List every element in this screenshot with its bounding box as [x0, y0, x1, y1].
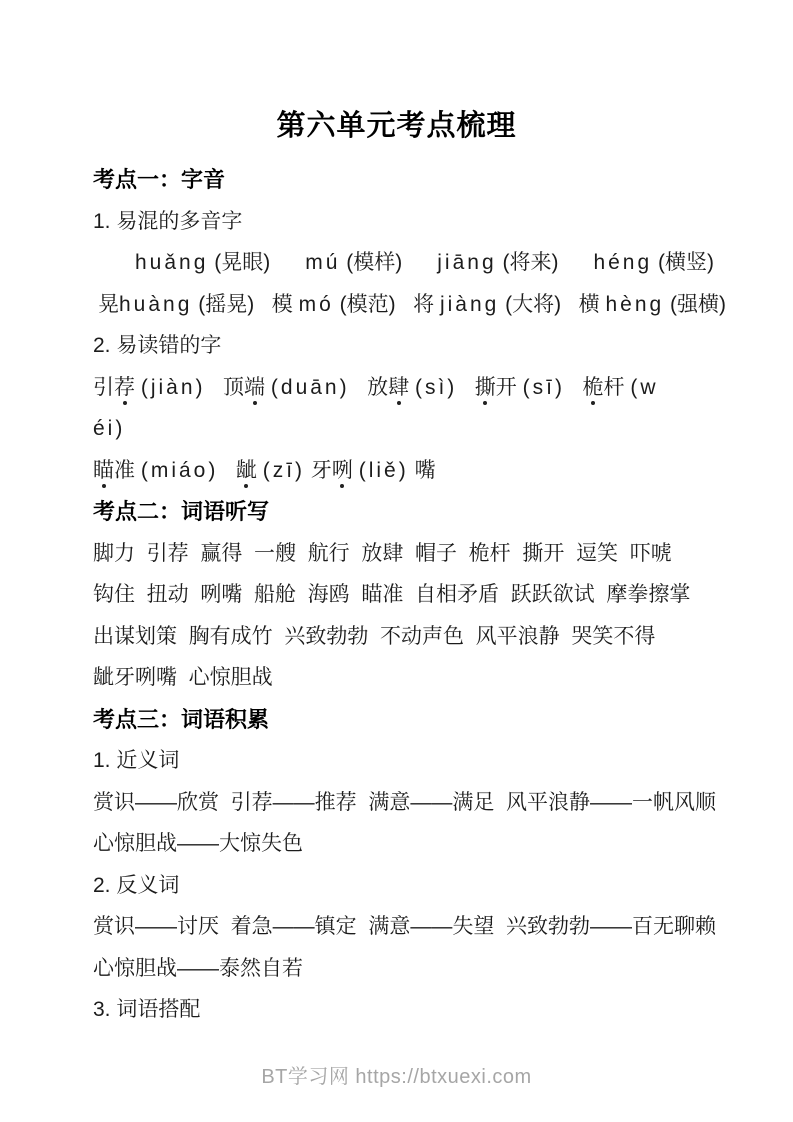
pinyin-text: jiàng — [439, 292, 500, 316]
cjk-text: (大将) — [499, 292, 579, 316]
cjk-text — [218, 459, 236, 482]
pinyin-text: (zī) — [262, 458, 306, 482]
section3-item3-label: 3. 词语搭配 — [93, 998, 201, 1021]
cjk-text: (模范) — [333, 292, 414, 316]
dictation-word-row-2: 钩住 扭动 咧嘴 船舱 海鸥 瞄准 自相矛盾 跃跃欲试 摩拳擦掌 — [93, 583, 691, 606]
pinyin-text: huǎng — [135, 251, 209, 274]
document-body — [93, 159, 765, 1031]
pinyin-text: mú — [305, 251, 341, 274]
pinyin-text: (sì) — [414, 375, 458, 399]
section1-item2-label: 2. 易读错的字 — [93, 334, 222, 357]
cjk-text: 将 — [413, 292, 440, 316]
cjk-text: (将来) — [496, 251, 594, 274]
cjk-text: 放 — [349, 375, 389, 399]
emphasis-dot-char: 肆 — [388, 375, 410, 399]
misread-chars-row-1-wrap — [93, 408, 765, 450]
pinyin-text: mó — [298, 292, 334, 316]
misread-chars-row-1 — [93, 367, 765, 409]
cjk-text: (模样) — [340, 251, 438, 274]
pinyin-text: huàng — [119, 292, 193, 316]
page-title: 第六单元考点梳理 — [276, 110, 517, 142]
dictation-word-row-3: 出谋划策 胸有成竹 兴致勃勃 不动声色 风平浪静 哭笑不得 — [93, 624, 656, 648]
cjk-text: (摇晃) — [192, 292, 272, 316]
section1-heading: 考点一：字音 — [93, 167, 226, 192]
emphasis-dot-char: 咧 — [331, 458, 353, 482]
pinyin-text: hèng — [605, 292, 665, 316]
pinyin-text: jiāng — [437, 251, 497, 274]
pinyin-text: éi) — [93, 417, 126, 440]
cjk-text: 开 — [495, 375, 523, 399]
cjk-text: 晃 — [98, 292, 119, 316]
polyphone-row-1 — [93, 242, 765, 284]
cjk-text: (强横) — [664, 292, 727, 316]
misread-chars-row-2 — [93, 450, 765, 492]
cjk-text: 牙 — [305, 458, 332, 482]
cjk-text: (横竖) — [652, 251, 714, 274]
cjk-text: 准 — [114, 458, 141, 482]
pinyin-text: (jiàn) — [140, 375, 206, 399]
cjk-text: (晃眼) — [208, 251, 306, 274]
cjk-text — [457, 376, 475, 399]
emphasis-dot-char: 瞄 — [93, 458, 114, 482]
cjk-text: 顶 — [205, 375, 245, 399]
pinyin-text: (duān) — [270, 375, 350, 399]
pinyin-text: (sī) — [522, 375, 565, 399]
section1-item1-label: 1. 易混的多音字 — [93, 209, 243, 233]
dictation-word-row-4: 龇牙咧嘴 心惊胆战 — [93, 666, 273, 689]
cjk-text: 嘴 — [408, 458, 436, 482]
synonyms-row-2: 心惊胆战——大惊失色 — [93, 832, 303, 855]
emphasis-dot-char: 桅 — [582, 375, 604, 399]
watermark-footer: BT学习网 https://btxuexi.com — [261, 1066, 532, 1088]
pinyin-text: (liě) — [358, 458, 409, 482]
pinyin-text: (w — [630, 375, 659, 399]
section3-item1-label: 1. 近义词 — [93, 749, 180, 772]
cjk-text: 杆 — [603, 375, 631, 399]
synonyms-row-1: 赏识——欣赏 引荐——推荐 满意——满足 风平浪静——一帆风顺 — [93, 790, 717, 814]
emphasis-dot-char: 端 — [244, 375, 266, 399]
antonyms-row-2: 心惊胆战——泰然自若 — [93, 956, 303, 980]
section3-item2-label: 2. 反义词 — [93, 873, 180, 897]
pinyin-text: (miáo) — [140, 458, 219, 482]
polyphone-row-2 — [93, 284, 765, 326]
emphasis-dot-char: 龇 — [235, 458, 257, 482]
antonyms-row-1: 赏识——讨厌 着急——镇定 满意——失望 兴致勃勃——百无聊赖 — [93, 915, 717, 938]
cjk-text — [565, 376, 583, 399]
dictation-word-row-1: 脚力 引荐 赢得 一艘 航行 放肆 帽子 桅杆 撕开 逗笑 吓唬 — [93, 541, 672, 565]
emphasis-dot-char: 撕 — [474, 375, 496, 399]
emphasis-dot-char: 荐 — [114, 375, 135, 399]
pinyin-text: héng — [593, 251, 653, 274]
cjk-text: 横 — [578, 292, 606, 316]
section2-heading: 考点二：词语听写 — [93, 499, 270, 524]
cjk-text: 引 — [93, 375, 114, 399]
section3-heading: 考点三：词语积累 — [93, 706, 270, 732]
cjk-text: 模 — [271, 292, 299, 316]
